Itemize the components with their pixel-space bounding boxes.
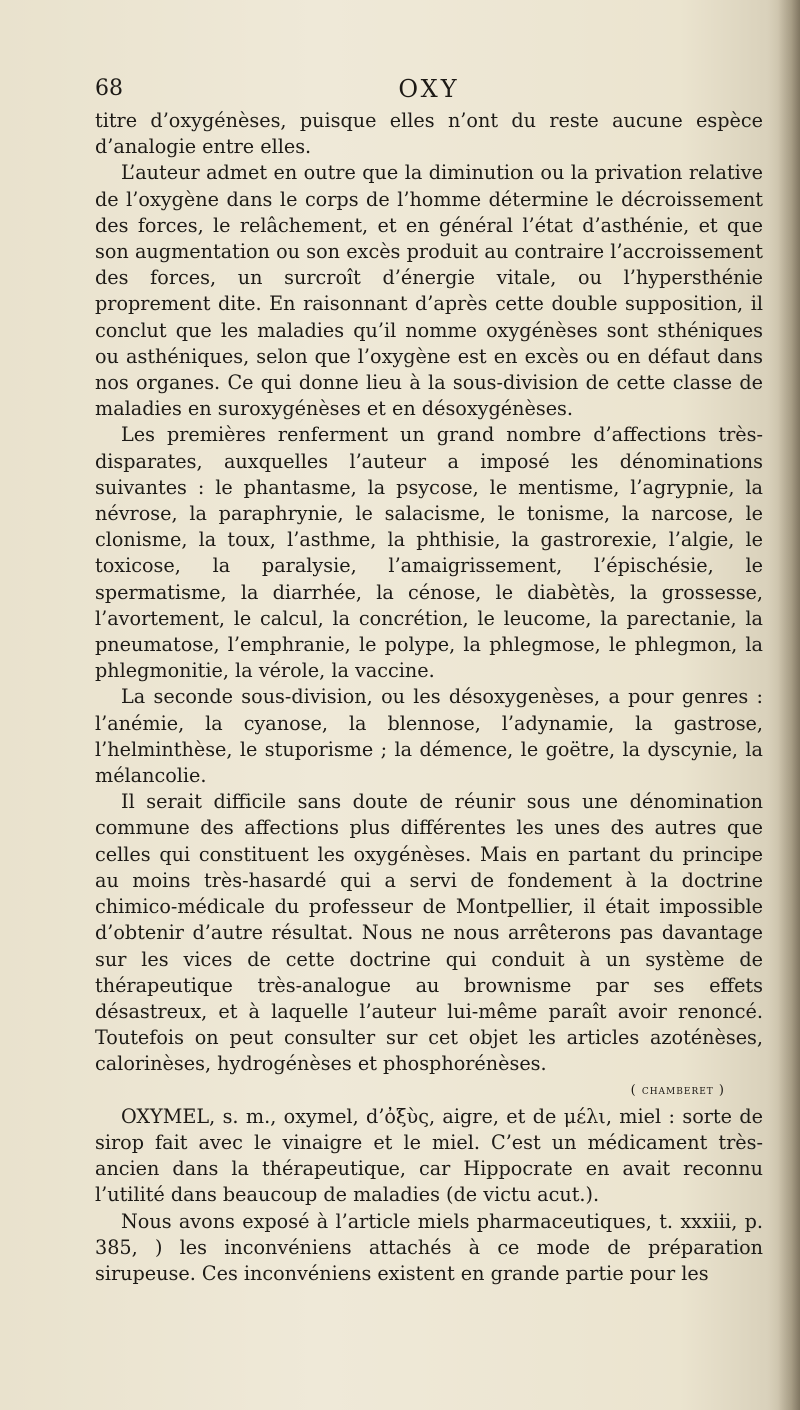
paragraph: La seconde sous-division, ou les désoxygenèses, a pour genres : l’anémie, la cyanose, la blennose, l’adynamie, la gastrose, l’helminthèse, le stuporisme ; la démence, le goëtre, la dyscynie, la mélancolie.: [95, 685, 763, 788]
dictionary-entry-oxymel: OXYMEL, s. m., oxymel, d’ὀξὺς, aigre, et de μέλι, miel : sorte de sirop fait avec le vinaigre et le miel. C’est un médicament très-ancien dans la thérapeutique, car Hippocrate en avait reconnu l’utilité dans beaucoup de maladies (de victu acut.).: [95, 1104, 763, 1207]
signature-line: [95, 1078, 763, 1104]
page-header: [95, 74, 763, 108]
page-edge-shadow: [778, 0, 800, 1410]
page-body: [95, 108, 763, 1287]
paragraph: Il serait difficile sans doute de réunir sous une dénomination commune des affections plus différentes les unes des autres que celles qui constituent les oxygénèses. Mais en partant du principe au moins très-hasardé qui a servi de fondement à la doctrine chimico-médicale du professeur de Montpellier, il était impossible d’obtenir d’autre résultat. Nous ne nous arrêterons pas davantage sur les vices de cette doctrine qui conduit à un système de thérapeutique très-analogue au brownisme par ses effets désastreux, et à laquelle l’auteur lui-même paraît avoir renoncé. Toutefois on peut consulter sur cet objet les articles azoténèses, calorinèses, hydrogénèses et phosphorénèses.: [95, 790, 763, 1076]
paragraph: Les premières renferment un grand nombre d’affections très-disparates, auxquelles l’auteur a imposé les dénominations suivantes : le phantasme, la psycose, le mentisme, l’agrypnie, la névrose, la paraphrynie, le salacisme, le tonisme, la narcose, le clonisme, la toux, l’asthme, la phthisie, la gastrorexie, l’algie, le toxicose, la paralysie, l’amaigrissement, l’épischésie, le spermatisme, la diarrhée, la cénose, le diabètès, la grossesse, l’avortement, le calcul, la concrétion, le leucome, la parectanie, la pneumatose, l’emphranie, le polype, la phlegmose, le phlegmon, la phlegmonitie, la vérole, la vaccine.: [95, 423, 763, 683]
paragraph-continuation: titre d’oxygénèses, puisque elles n’ont du reste aucune espèce d’analogie entre elles.: [95, 109, 763, 159]
author-signature: ( chamberet ): [630, 1082, 725, 1098]
paragraph: Nous avons exposé à l’article miels pharmaceutiques, t. xxxiii, p. 385, ) les inconvéniens attachés à ce mode de préparation sirupeuse. Ces inconvéniens existent en grande partie pour les: [95, 1209, 763, 1285]
page-number: 68: [95, 76, 123, 101]
running-head: OXY: [398, 75, 460, 103]
paragraph: L’auteur admet en outre que la diminution ou la privation relative de l’oxygène dans le corps de l’homme détermine le décroissement des forces, le relâchement, et en général l’état d’asthénie, et que son augmentation ou son excès produit au contraire l’accroissement des forces, un surcroît d’énergie vitale, ou l’hypersthénie proprement dite. En raisonnant d’après cette double supposition, il conclut que les maladies qu’il nomme oxygénèses sont sthéniques ou asthéniques, selon que l’oxygène est en excès ou en défaut dans nos organes. Ce qui donne lieu à la sous-division de cette classe de maladies en suroxygénèses et en désoxygénèses.: [95, 161, 763, 421]
